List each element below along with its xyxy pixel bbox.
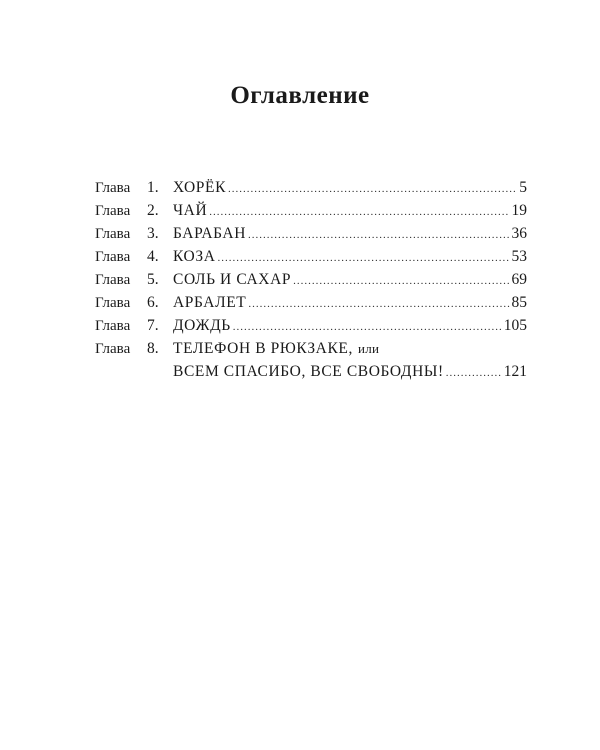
dot-leader [293, 270, 509, 293]
chapter-number: 8. [147, 340, 159, 357]
chapter-label: Глава [95, 203, 131, 219]
page-number: 36 [511, 225, 527, 242]
toc-entry [95, 222, 527, 245]
chapter-title: КОЗА [173, 248, 216, 265]
chapter-number: 5. [147, 271, 159, 288]
dot-leader [233, 316, 502, 339]
chapter-title-line1: ТЕЛЕФОН В РЮКЗАКЕ, [173, 340, 353, 357]
toc-entry [95, 245, 527, 268]
chapter-label: Глава [95, 226, 131, 242]
chapter-label: Глава [95, 272, 131, 288]
chapter-label: Глава [95, 180, 131, 196]
chapter-number: 1. [147, 179, 159, 196]
toc-entry-last-line2 [95, 360, 527, 383]
chapter-title: ЧАЙ [173, 202, 208, 219]
toc-entry [95, 314, 527, 337]
toc-entry [95, 176, 527, 199]
dot-leader [446, 362, 502, 385]
toc-entry [95, 268, 527, 291]
chapter-title-conjunction: или [357, 341, 380, 356]
dot-leader [218, 247, 510, 270]
page-number: 19 [511, 202, 527, 219]
page-number: 121 [503, 363, 527, 380]
chapter-label: Глава [95, 341, 131, 357]
page-number: 85 [511, 294, 527, 311]
toc-entry [95, 199, 527, 222]
table-of-contents [95, 176, 527, 383]
page-number: 53 [511, 248, 527, 265]
dot-leader [228, 178, 517, 201]
chapter-title: СОЛЬ И САХАР [173, 271, 292, 288]
dot-leader [209, 201, 509, 224]
chapter-number: 2. [147, 202, 159, 219]
chapter-number: 6. [147, 294, 159, 311]
chapter-number: 4. [147, 248, 159, 265]
chapter-title: ДОЖДЬ [173, 317, 231, 334]
dot-leader [248, 224, 509, 247]
chapter-title-line2: ВСЕМ СПАСИБО, ВСЕ СВОБОДНЫ! [173, 363, 444, 380]
chapter-number: 7. [147, 317, 159, 334]
toc-entry-last-line1 [95, 337, 527, 360]
chapter-title: АРБАЛЕТ [173, 294, 247, 311]
chapter-label: Глава [95, 295, 131, 311]
toc-entry [95, 291, 527, 314]
chapter-number: 3. [147, 225, 159, 242]
chapter-label: Глава [95, 318, 131, 334]
page-number: 69 [511, 271, 527, 288]
page-number: 105 [503, 317, 527, 334]
chapter-title: ХОРЁК [173, 179, 227, 196]
chapter-title: БАРАБАН [173, 225, 247, 242]
page-number: 5 [519, 179, 527, 196]
page-title: Оглавление [230, 82, 370, 109]
chapter-label: Глава [95, 249, 131, 265]
dot-leader [248, 293, 509, 316]
